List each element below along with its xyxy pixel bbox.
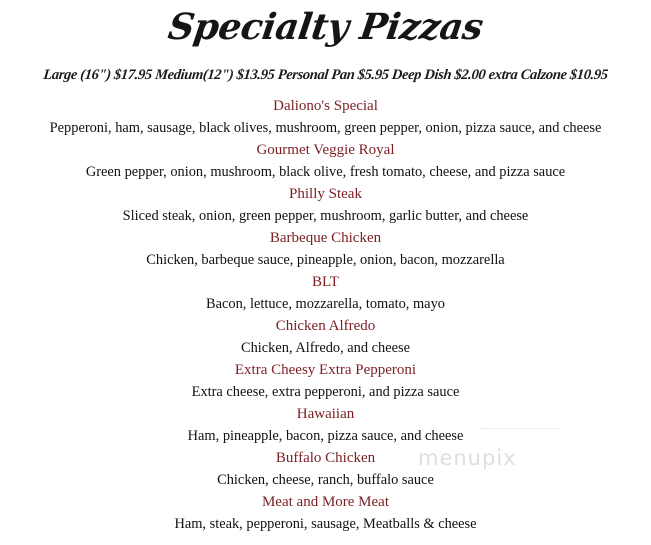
- pizza-description: Chicken, barbeque sauce, pineapple, onion, bacon, mozzarella: [146, 252, 505, 268]
- list-item: [0, 315, 651, 359]
- list-item: [0, 183, 651, 227]
- pizza-name: Daliono's Special: [273, 98, 378, 114]
- list-item: [0, 447, 651, 491]
- list-item: [0, 359, 651, 403]
- page-title: Specialty Pizzas: [165, 6, 486, 48]
- pizza-description: Extra cheese, extra pepperoni, and pizza sauce: [191, 384, 460, 400]
- pizza-name: Extra Cheesy Extra Pepperoni: [234, 362, 417, 378]
- pizza-name: Buffalo Chicken: [275, 450, 376, 466]
- list-item: [0, 227, 651, 271]
- pizza-name: Philly Steak: [289, 186, 362, 202]
- pizza-list: [0, 95, 651, 535]
- list-item: [0, 139, 651, 183]
- pricing-line: Large (16") $17.95 Medium(12") $13.95 Personal Pan $5.95 Deep Dish $2.00 extra Calzone $10.95: [42, 67, 609, 83]
- pizza-name: Barbeque Chicken: [269, 230, 382, 246]
- list-item: [0, 95, 651, 139]
- list-item: [0, 271, 651, 315]
- pizza-description: Bacon, lettuce, mozzarella, tomato, mayo: [206, 296, 445, 312]
- pizza-name: Meat and More Meat: [261, 494, 390, 510]
- pizza-name: BLT: [312, 274, 339, 290]
- pizza-description: Pepperoni, ham, sausage, black olives, mushroom, green pepper, onion, pizza sauce, and cheese: [49, 120, 602, 136]
- pizza-description: Chicken, cheese, ranch, buffalo sauce: [217, 472, 434, 488]
- list-item: [0, 403, 651, 447]
- list-item: [0, 491, 651, 535]
- pizza-description: Chicken, Alfredo, and cheese: [240, 340, 411, 356]
- pizza-name: Gourmet Veggie Royal: [256, 142, 395, 158]
- pizza-description: Ham, steak, pepperoni, sausage, Meatballs & cheese: [174, 516, 477, 532]
- pizza-name: Hawaiian: [296, 406, 355, 422]
- watermark: menupix: [418, 446, 517, 470]
- pizza-name: Chicken Alfredo: [275, 318, 376, 334]
- pizza-description: Sliced steak, onion, green pepper, mushroom, garlic butter, and cheese: [122, 208, 529, 224]
- pizza-description: Green pepper, onion, mushroom, black olive, fresh tomato, cheese, and pizza sauce: [85, 164, 566, 180]
- pizza-description: Ham, pineapple, bacon, pizza sauce, and cheese: [187, 428, 464, 444]
